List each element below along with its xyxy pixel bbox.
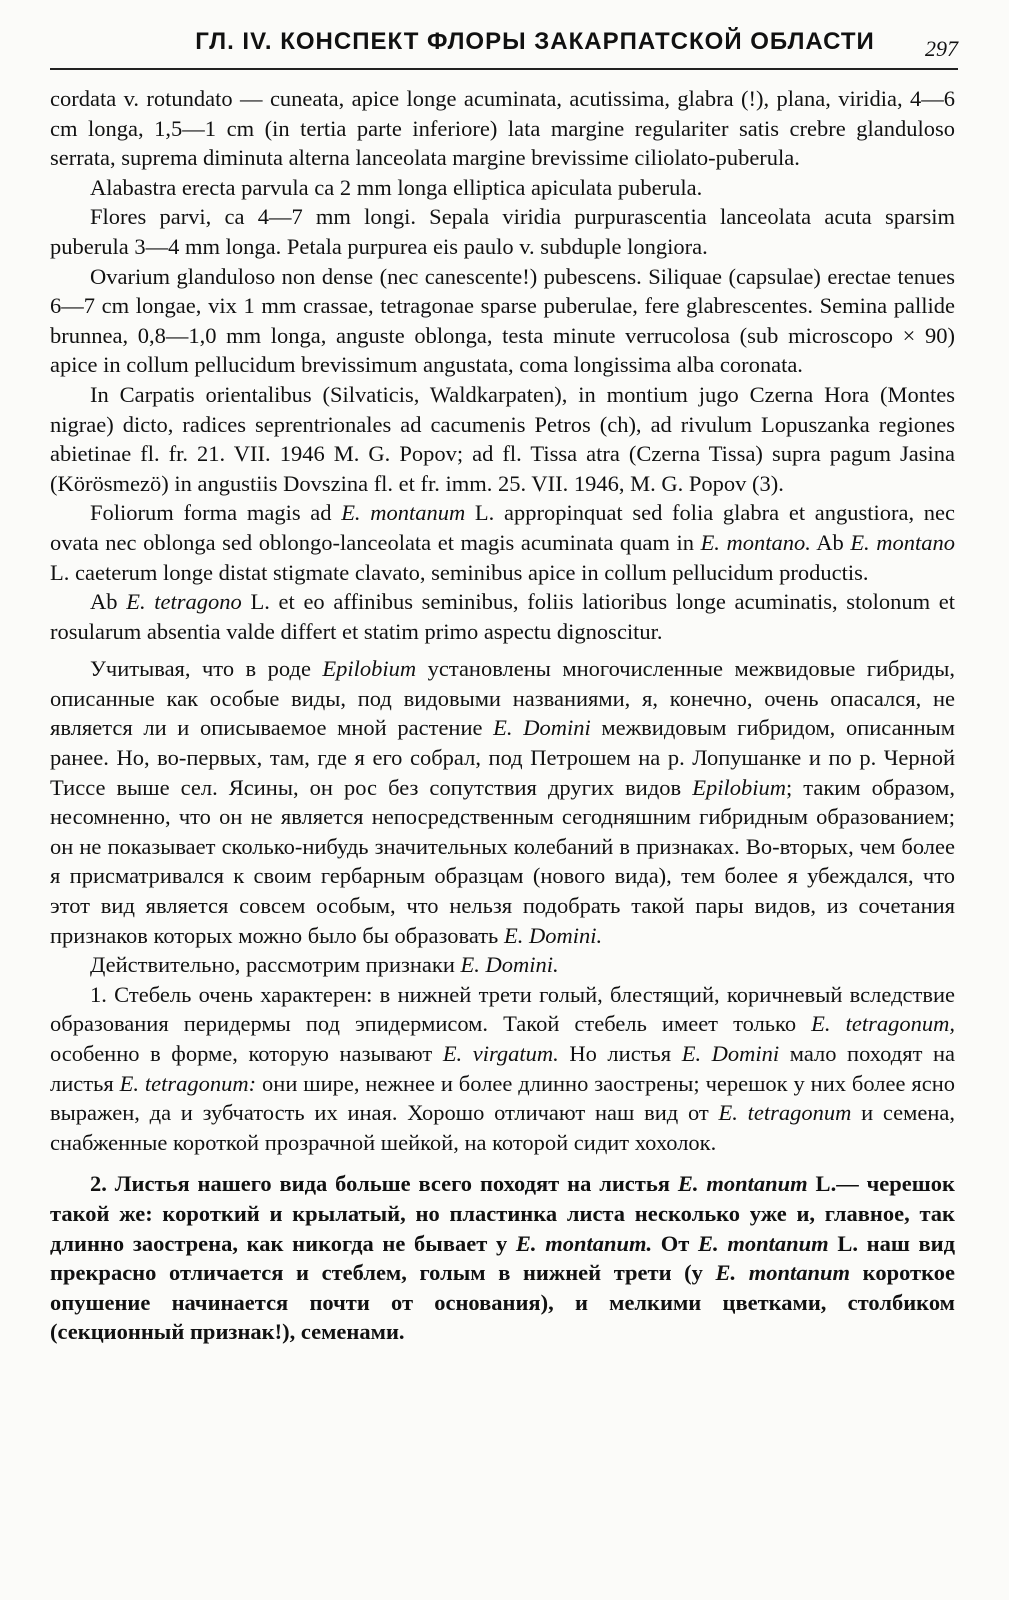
text-run: и семена, снабженные короткой прозрачной шейкой, на которой сидит хохолок.	[50, 1100, 955, 1155]
text-run: Ovarium glanduloso non dense (nec canescente!) pubescens. Siliquae (capsulae) erectae tenues 6—7 cm longae, vix 1 mm crassae, tetragonae sparse puberulae, fere glabrescentes. Semina pallide brunnea, 0,8—1,0 mm longa, anguste oblonga, testa minute verrucolosa (sub microscopo × 90) apice in collum pellucidum brevissimum angustata, coma longissima alba coronata.	[50, 263, 955, 378]
text-run: короткое опушение начинается почти от основания), и мелкими цветками, столбиком (секционный признак!), семенами.	[50, 1260, 955, 1345]
text-run: Alabastra erecta parvula ca 2 mm longa elliptica apiculata puberula.	[90, 174, 703, 200]
text-run: Ab	[90, 589, 127, 615]
species-name: Epilobium	[322, 656, 417, 682]
species-name: E. montanum	[715, 1260, 851, 1286]
main-text	[50, 84, 955, 1347]
text-run: In Carpatis orientalibus (Silvaticis, Waldkarpaten), in montium jugo Czerna Hora (Montes nigrae) dicto, radices seprentrionales ad cacumenis Petros (ch), ad rivulum Lopuszanka regiones abietinae fl. fr. 21. VII. 1946 M. G. Popov; ad fl. Tissa atra (Czerna Tissa) supra pagum Jasina (Körösmezö) in angustiis Dovszina fl. et fr. imm. 25. VII. 1946, M. G. Popov (3).	[50, 381, 955, 496]
chapter-title: ГЛ. IV. КОНСПЕКТ ФЛОРЫ ЗАКАРПАТСКОЙ ОБЛАСТИ	[195, 28, 875, 55]
text-run: ; таким образом, несомненно, что он не является непосредственным сегодняшним гибридным образованием; он не показывает сколько-нибудь значительных колебаний в признаках. Во-вторых, чем более я присматривался к своим гербарным образцам (нового вида), тем более я убеждался, что этот вид является совсем особым, что нельзя подобрать такой пары видов, из сочетания признаков которых можно было бы образовать	[50, 774, 955, 948]
text-run: 1. Стебель очень характерен: в нижней трети голый, блестящий, коричневый вследствие образования перидермы под эпидермисом. Такой стебель имеет только	[50, 981, 955, 1037]
species-name: E. tetragonum:	[119, 1070, 257, 1096]
text-run: межвидовым гибридом, описанным ранее. Но, во-первых, там, где я его собрал, под Петрошем на р. Лопушанке и по р. Черной Тиссе выше сел. Ясины, он рос без сопутствия других видов	[50, 715, 955, 800]
species-name: Epilobium	[692, 774, 786, 800]
text-run: L.— черешок такой же: короткий и крылатый, но пластинка листа несколько уже и, главное, так длинно заострена, как никогда не бывает у	[50, 1171, 955, 1256]
text-run: Учитывая, что в роде	[90, 656, 323, 682]
paragraph-p9	[50, 950, 955, 980]
text-run: Действительно, рассмотрим признаки	[90, 952, 461, 978]
text-run: cordata v. rotundato — cuneata, apice longe acuminata, acutissima, glabra (!), plana, viridia, 4—6 cm longa, 1,5—1 cm (in tertia parte inferiore) lata margine regulariter satis crebre glanduloso serrata, suprema diminuta alterna lanceolata margine brevissime ciliolato-puberula.	[50, 86, 955, 171]
species-name: E. virgatum.	[442, 1041, 559, 1066]
paragraph-p4	[50, 262, 955, 380]
species-name: E. Domini	[681, 1041, 780, 1066]
paragraph-p2	[50, 173, 955, 203]
text-run: 2. Листья нашего вида больше всего походят на листья	[90, 1171, 678, 1197]
running-header	[50, 28, 958, 70]
text-run: L. et eo affinibus seminibus, foliis latioribus longe acuminatis, stolonum et rosularum absentia valde differt et statim primo aspectu dignoscitur.	[50, 589, 955, 644]
text-run: L. наш вид прекрасно отличается и стеблем, голым в нижней трети (у	[50, 1230, 956, 1286]
text-run: мало походят на листья	[50, 1041, 956, 1096]
species-name: E. montano.	[700, 529, 811, 555]
species-name: E. tetragonum,	[811, 1011, 955, 1037]
text-run: особенно в форме, которую называют	[50, 1041, 443, 1066]
text-run: L. caeterum longe distat stigmate clavato, seminibus apice in collum pellucidum productis.	[50, 559, 869, 585]
paragraph-p5	[50, 380, 955, 498]
text-run: они шире, нежнее и более длинно заострены; черешок у них более ясно выражен, да и зубчатость их иная. Хорошо отличают наш вид от	[50, 1070, 956, 1126]
text-run: От	[652, 1230, 699, 1256]
species-name: E. montanum	[698, 1230, 829, 1256]
text-run: Ab	[810, 529, 851, 555]
text-run: Но листья	[558, 1041, 682, 1066]
species-name: E. montano	[850, 529, 956, 555]
paragraph-p10	[50, 980, 955, 1158]
species-name: E. montanum.	[515, 1230, 653, 1256]
species-name: E. montanum	[341, 500, 466, 526]
paragraph-p7	[50, 587, 955, 646]
species-name: E. Domini.	[460, 952, 559, 978]
species-name: E. montanum	[677, 1171, 808, 1197]
species-name: E. tetragonum	[718, 1100, 852, 1126]
paragraph-p6	[50, 498, 955, 587]
text-run: L. appropinquat sed folia glabra et angustiora, nec ovata nec oblonga sed oblongo-lanceolata et magis acuminata quam in	[50, 500, 955, 555]
paragraph-p3	[50, 202, 955, 261]
text-run: установлены многочисленные межвидовые гибриды, описанные как особые виды, под видовыми названиями, я, конечно, очень опасался, не является ли и описываемое мной растение	[50, 656, 955, 741]
species-name: E. Domini.	[503, 922, 603, 948]
page-number: 297	[925, 36, 958, 61]
paragraph-p11	[50, 1169, 955, 1347]
paragraph-p8	[50, 654, 955, 950]
text-run: Foliorum forma magis ad	[90, 500, 342, 526]
paragraph-p1	[50, 84, 955, 173]
species-name: E. tetragono	[126, 589, 242, 615]
species-name: E. Domini	[493, 715, 591, 741]
text-run: Flores parvi, ca 4—7 mm longi. Sepala viridia purpurascentia lanceolata acuta sparsim puberula 3—4 mm longa. Petala purpurea eis paulo v. subduple longiora.	[50, 204, 955, 259]
